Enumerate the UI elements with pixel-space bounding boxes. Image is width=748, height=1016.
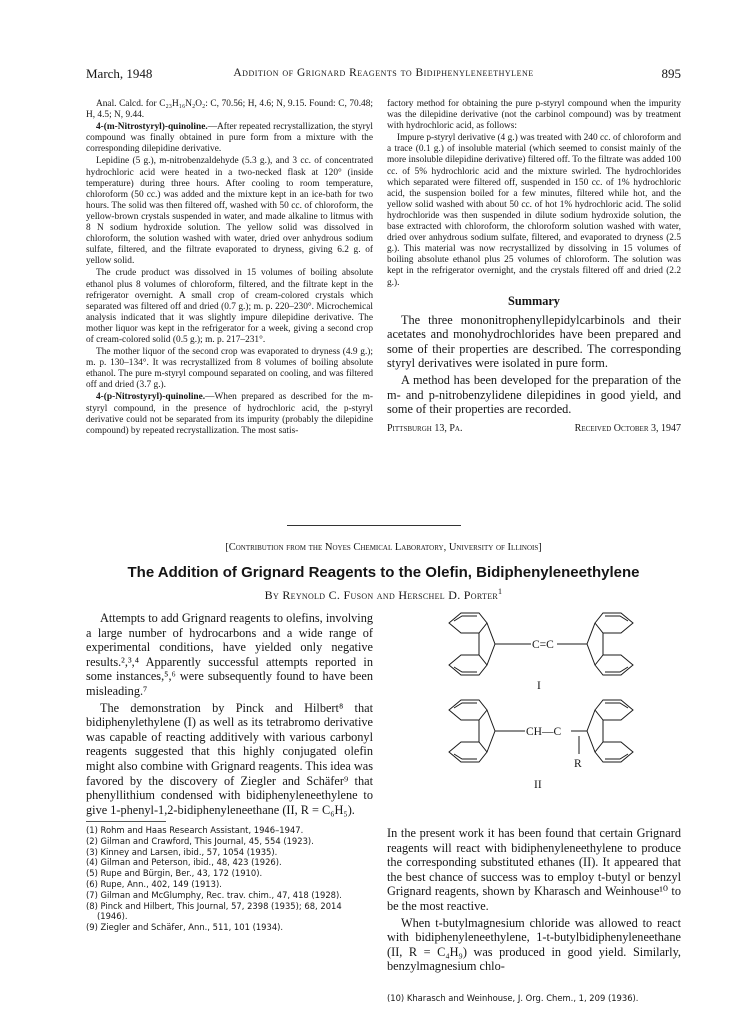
- factory-method-paragraph: factory method for obtaining the pure p-styryl compound when the impurity was the dilepidine derivative (not the carbinol compound) was by treatment with hydrochloric acid, as follows:: [387, 99, 681, 132]
- analysis-paragraph: Anal. Calcd. for C₂₃H₁₆N₂O₂: C, 70.56; H, 4.6; N, 9.15. Found: C, 70.48; H, 4.5; N, 9.44.: [86, 99, 373, 121]
- para-nitrostyryl-paragraph: [86, 392, 373, 436]
- results-paragraph-1: In the present work it has been found that certain Grignard reagents will react with bidiphenyleneethylene to produce the corresponding substituted ethanes (II). It appeared that the best chance of success was to employ t-butyl or benzyl Grignard reagents, shown by Kharasch and Weinhouse¹⁰ to be the most reactive.: [387, 826, 681, 913]
- footnote-item-10: (10) Kharasch and Weinhouse, J. Org. Chem., 1, 209 (1936).: [387, 993, 639, 1003]
- structure-II-bond-label: CH—C: [526, 726, 562, 738]
- prev-article-left-column: [86, 99, 373, 438]
- results-paragraph-2: When t-butylmagnesium chloride was allowed to react with bidiphenyleneethylene, 1-t-butylbidiphenyleneethane (II, R = C₄H₉) was produced in good yield. Similarly, benzylmagnesium chlo-: [387, 915, 681, 974]
- article-separator-rule: [287, 525, 461, 526]
- mother-liquor-paragraph: The mother liquor of the second crop was evaporated to dryness (4.9 g.); m. p. 130–134°. It was recrystallized from 8 volumes of boiling absolute ethanol. The pure m-styryl compound separated on cooling, and was filtered off and dried (3.7 g.).: [86, 347, 373, 391]
- structure-I-bond-label: C=C: [532, 639, 554, 651]
- meta-nitrostyryl-heading: 4-(m-Nitrostyryl)-quinoline.: [96, 122, 208, 133]
- footnote-item: (7) Gilman and McGlumphy, Rec. trav. chim., 47, 418 (1928).: [86, 889, 342, 900]
- para-nitrostyryl-heading: 4-(p-Nitrostyryl)-quinoline.: [96, 392, 206, 403]
- summary-paragraph-1: The three mononitrophenyllepidylcarbinols and their acetates and monohydrochlorides have been prepared and some of their properties are described. The corresponding styryl derivatives were isolated in pure form.: [387, 312, 681, 371]
- footnote-item: (8) Pinck and Hilbert, This Journal, 57, 2398 (1935); 68, 2014 (1946).: [86, 900, 342, 922]
- location-text: Pittsburgh 13, Pa.: [387, 422, 463, 434]
- footnote-item: (2) Gilman and Crawford, This Journal, 45, 554 (1923).: [86, 835, 314, 846]
- article-left-column: [86, 611, 373, 819]
- footnote-item: (1) Rohm and Haas Research Assistant, 1946–1947.: [86, 825, 304, 835]
- running-header: [86, 66, 681, 82]
- structure-II-label: II: [534, 779, 542, 791]
- footnote-rule: [86, 821, 166, 822]
- header-page-number: 895: [661, 66, 681, 81]
- structure-I: [437, 609, 647, 704]
- footnote-item: (6) Rupe, Ann., 402, 149 (1913).: [86, 878, 222, 889]
- article-title: The Addition of Grignard Reagents to the Olefin, Bidiphenyleneethylene: [127, 564, 640, 581]
- structure-II-r-label: R: [574, 758, 582, 770]
- para-nitrostyryl-text: —When prepared as described for the m-styryl compound, in the presence of hydrochloric acid, the p-styryl derivative could not be separated from its impurity (probably the dilepidine compound) by repeated recrystallization. The most satis-: [86, 392, 373, 436]
- impure-derivative-paragraph: Impure p-styryl derivative (4 g.) was treated with 240 cc. of chloroform and a trace (0.1 g.) of insoluble material (which seemed to consist mainly of the more insoluble dilepidine derivative) filtered off. To the filtrate was added 100 cc. of 5% hydrochloric acid and the mixture swirled. The hydrochlorides which separated were filtered off, suspended in 150 cc. of 1% hydrochloric acid, the suspension boiled for a few minutes, filtered while hot, and the yellow solid washed with about 50 cc. of hot 1% hydrochloric acid. The solid hydrochloride was then suspended in dilute sodium hydroxide solution, the base extracted with chloroform, the chloroform solution washed with water, dried over anhydrous sodium sulfate, filtered, and evaporated to dryness (2.5 g.). This material was now recrystallized by dissolving in 15 volumes of boiling absolute ethanol plus 25 volumes of chloroform. The solution was kept in the refrigerator overnight, and the crystals filtered off and dried (2.2 g.).: [387, 133, 681, 288]
- structure-I-drawing: [437, 609, 647, 699]
- structure-II: [437, 696, 647, 806]
- article-right-column: [387, 826, 681, 976]
- summary-paragraph-2: A method has been developed for the preparation of the m- and p-nitrobenzylidene dilepidines in good yield, and some of their properties are recorded.: [387, 372, 681, 417]
- dateline: [387, 423, 681, 437]
- author-byline: [86, 587, 681, 603]
- intro-paragraph-1: Attempts to add Grignard reagents to olefins, involving a large number of hydrocarbons and a wide range of experimental conditions, have yielded only negative results.²,³,⁴ Apparently successful attempts reported in some instances,⁵,⁶ were subsequently found to have been misleading.⁷: [86, 611, 373, 698]
- footnote-item: (3) Kinney and Larsen, ibid., 57, 1054 (1935).: [86, 846, 278, 857]
- summary-heading: Summary: [508, 293, 560, 308]
- crude-product-paragraph: The crude product was dissolved in 15 volumes of boiling absolute ethanol plus 8 volumes of chloroform, filtered, and the filtrate kept in the refrigerator overnight. A small crop of cream-colored crystals which separated was filtered off and dried (0.7 g.); m. p. 220–230°. Microchemical analysis indicated that it was slightly impure dilepidine derivative. The mother liquor was kept in the refrigerator for a week, giving a second crop of cream-colored solid (0.5 g.); m. p. 217–231°.: [86, 268, 373, 345]
- footnotes: [86, 825, 373, 933]
- footnote-item: (4) Gilman and Peterson, ibid., 48, 423 (1926).: [86, 857, 282, 868]
- structure-I-label: I: [537, 680, 541, 692]
- meta-nitrostyryl-text: —After repeated recrystallization, the styryl compound was finally obtained in pure form from a mixture with the corresponding dilepidine derivative.: [86, 122, 373, 155]
- footnote-item: (5) Rupe and Bürgin, Ber., 43, 172 (1910).: [86, 868, 263, 879]
- structure-II-drawing: [437, 696, 647, 801]
- header-running-title: Addition of Grignard Reagents to Bidiphenyleneethylene: [233, 67, 534, 79]
- lepidine-procedure-paragraph: Lepidine (5 g.), m-nitrobenzaldehyde (5.3 g.), and 3 cc. of concentrated hydrochloric acid were heated in a two-necked flask at 120° (inside temperature) during three hours. After cooling to room temperature, chloroform (50 cc.) was added and the mixture kept in an ice-bath for two hours. The solid was then filtered off, washed with 50 cc. of chloroform, the yellow-brown crystals suspended in water, and made alkaline to litmus with 8 N sodium hydroxide solution. The yellow solid was dissolved in chloroform, the solution washed with water, dried over anhydrous sodium sulfate, filtered, and the filtrate evaporated to dryness, giving 6.2 g. of yellow solid.: [86, 156, 373, 267]
- received-date: Received October 3, 1947: [574, 422, 681, 434]
- header-date: March, 1948: [86, 66, 153, 81]
- author-names: By Reynold C. Fuson and Herschel D. Porter: [264, 588, 499, 602]
- meta-nitrostyryl-paragraph: [86, 122, 373, 155]
- intro-paragraph-2: The demonstration by Pinck and Hilbert⁸ that bidiphenylethylene (I) as well as its tetrabromo derivative was capable of reacting additively with various carbonyl reagents suggested that this highly conjugated olefin might also combine with Grignard reagents. This idea was favored by the discovery of Ziegler and Schäfer⁹ that phenyllithium condensed with bidiphenyleneethylene to give 1-phenyl-1,2-bidiphenyleneethane (II, R = C₆H₅).: [86, 700, 373, 817]
- contribution-line: [Contribution from the Noyes Chemical Laboratory, University of Illinois]: [225, 542, 542, 553]
- author-footnote-marker: 1: [498, 587, 503, 596]
- footnote-item: (9) Ziegler and Schäfer, Ann., 511, 101 (1934).: [86, 922, 284, 933]
- prev-article-right-column: [387, 99, 681, 437]
